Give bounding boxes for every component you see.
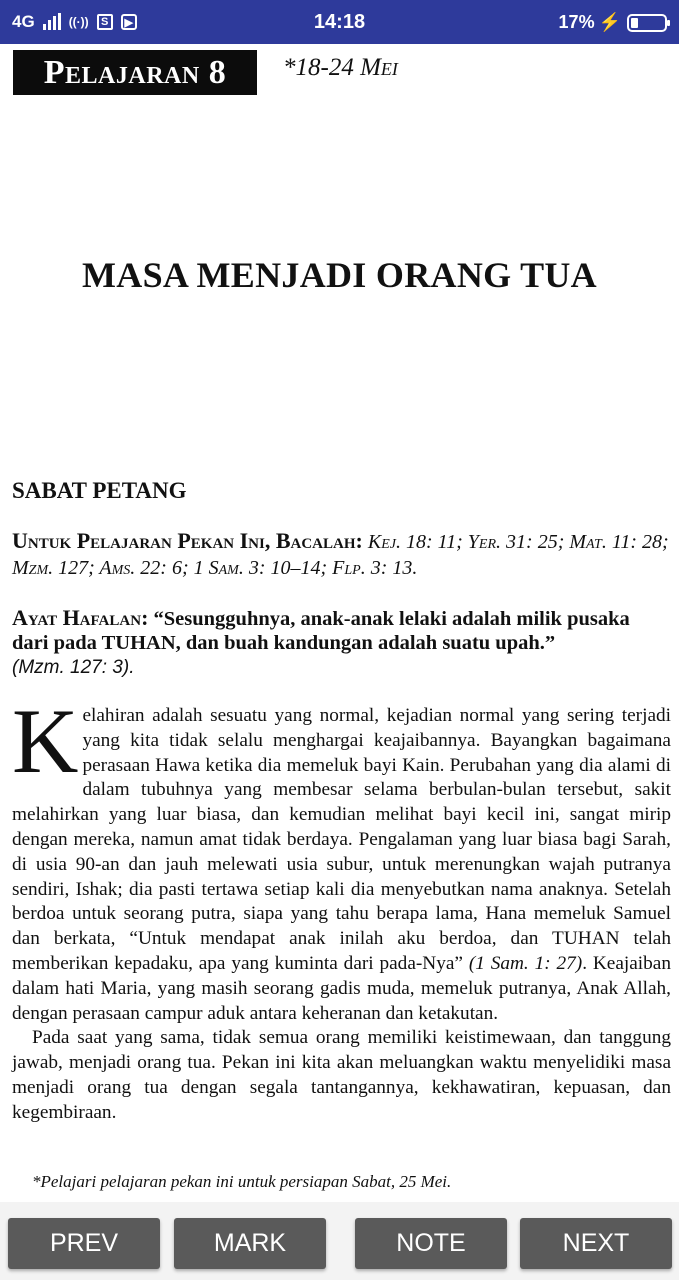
memory-ref: (Mzm. 127: 3). (12, 657, 135, 678)
paragraph-1 (12, 690, 671, 1026)
reading-label: Untuk Pelajaran Pekan Ini, Bacalah: (12, 528, 363, 553)
footnote: *Pelajari pelajaran pekan ini untuk persiapan Sabat, 25 Mei. (32, 1172, 452, 1191)
lesson-page[interactable] (0, 44, 679, 1202)
memory-verse (12, 606, 671, 680)
page-title: MASA MENJADI ORANG TUA (82, 255, 597, 295)
note-button[interactable]: NOTE (355, 1218, 507, 1269)
paragraph-2: Pada saat yang sama, tidak semua orang memiliki keistimewaan, dan tanggung jawab, menjadi orang tua. Pekan ini kita akan meluangkan waktu menyelidiki masa menjadi orang tua dengan segala tantangannya, kekhawatiran, kepuasan, dan kegembiraan. (12, 1027, 671, 1123)
network-type: 4G (12, 12, 35, 31)
battery-icon (627, 14, 667, 32)
next-button[interactable]: NEXT (520, 1218, 672, 1269)
status-right (559, 12, 667, 33)
mark-button[interactable]: MARK (174, 1218, 326, 1269)
charging-icon: ⚡ (598, 12, 621, 32)
status-bar (0, 0, 679, 44)
memory-label: Ayat Hafalan: (12, 605, 149, 630)
store-bag-icon: ▶ (121, 14, 137, 30)
clock: 14:18 (313, 11, 366, 33)
paragraph-1-citation: (1 Sam. 1: 27) (468, 952, 583, 974)
section-title: SABAT PETANG (12, 478, 187, 503)
battery-percent: 17% (558, 12, 595, 32)
paragraph-1-text: elahiran adalah sesuatu yang normal, kejadian normal yang sering terjadi yang kita tidak selalu menghargai keajaibannya. Bayangkan bagaimana perasaan Hawa ketika dia memeluk bayi Kain. Perubahan yang dia alami di dalam tubuhnya yang membesar selama berbulan-bulan tersebut, sakit melahirkan yang luar biasa, dan kemudian melihat bayi kecil ini, sangat mirip dengan mereka, namun amat tidak berdaya. Pengalaman yang luar biasa bagi Sarah, di usia 90-an dan jauh melewati usia subur, untuk merenungkan wajah putranya sendiri, Ishak; dia pasti tertawa setiap kali dia menyebutkan nama anaknya. Setelah berdoa untuk seorang putra, siapa yang tahu berapa lama, Hana memeluk Samuel dan berkata, “Untuk mendapat anak inilah aku berdoa, dan TUHAN telah memberikan kepadaku, apa yang kuminta dari pada-Nya” (12, 705, 671, 974)
lesson-badge: Pelajaran 8 (13, 50, 257, 95)
lesson-dates: *18-24 Mei (283, 54, 398, 81)
drop-cap: K (12, 690, 79, 792)
paragraph-1-text-end: . Keajaiban dalam hati Maria, yang masih seorang gadis muda, memeluk putranya, Anak Allah, dengan perasaan campur aduk antara keheranan dan ketakutan. (12, 952, 671, 1024)
s-app-icon: S (97, 14, 113, 30)
bottom-nav (0, 1202, 679, 1280)
prev-button[interactable]: PREV (8, 1218, 160, 1269)
reading-assignment (12, 528, 671, 581)
reading-refs: Kej. 18: 11; Yer. 31: 25; Mat. 11: 28; Mzm. 127; Ams. 22: 6; 1 Sam. 3: 10–14; Flp. 3: 13. (12, 531, 669, 579)
body-text (12, 690, 671, 1126)
wifi-hotspot-icon: ((·)) (68, 15, 89, 29)
memory-text: “Sesungguhnya, anak-anak lelaki adalah milik pusaka dari pada TUHAN, dan buah kandungan adalah suatu upah.” (12, 608, 630, 654)
